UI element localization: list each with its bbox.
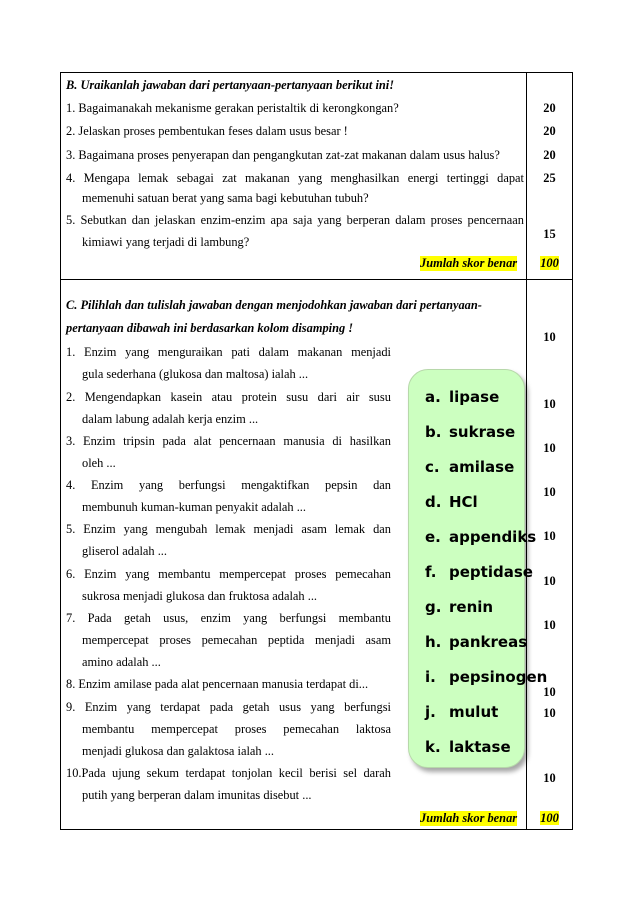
question-c3: 3. Enzim tripsin pada alat pencernaan manusia di hasilkan	[66, 434, 391, 448]
question-c8: 8. Enzim amilase pada alat pencernaan manusia terdapat di...	[66, 677, 369, 691]
option-letter: c.	[425, 458, 440, 476]
option-letter: j.	[425, 703, 436, 721]
score-c8: 10	[543, 685, 556, 699]
option-letter: d.	[425, 493, 442, 511]
section-divider	[60, 279, 573, 280]
question-c9-cont: membantu mempercepat proses pemecahan laktosa	[82, 722, 391, 736]
table-border-bottom	[60, 829, 573, 830]
total-label-b: Jumlah skor benar	[420, 256, 518, 270]
question-b2: 2. Jelaskan proses pembentukan feses dalam usus besar !	[66, 124, 348, 138]
answer-options-box	[408, 369, 548, 768]
option-word: mulut	[449, 703, 499, 721]
section-c-heading: C. Pilihlah dan tulislah jawaban dengan menjodohkan jawaban dari pertanyaan-	[66, 298, 482, 312]
table-border-top	[60, 72, 573, 73]
option-word: appendiks	[449, 528, 537, 546]
question-b4: 4. Mengapa lemak sebagai zat makanan yang menghasilkan energi tertinggi dapat	[66, 171, 524, 185]
option-word: HCl	[449, 493, 478, 511]
question-c6: 6. Enzim yang membantu mempercepat proses pemecahan	[66, 567, 391, 581]
question-c9-cont2: menjadi glukosa dan galaktosa ialah ...	[82, 744, 275, 758]
section-c-heading-cont: pertanyaan dibawah ini berdasarkan kolom disamping !	[66, 321, 354, 335]
option-word: renin	[449, 598, 494, 616]
question-c10-cont: putih yang berperan dalam imunitas disebut ...	[82, 788, 312, 802]
question-c2: 2. Mengendapkan kasein atau protein susu dari air susu	[66, 390, 391, 404]
question-c9: 9. Enzim yang terdapat pada getah usus yang berfungsi	[66, 700, 391, 714]
option-word: pepsinogen	[449, 668, 548, 686]
option-word: lipase	[449, 388, 500, 406]
question-b5: 5. Sebutkan dan jelaskan enzim-enzim apa saja yang berperan dalam proses pencernaan	[66, 213, 524, 227]
option-letter: i.	[425, 668, 436, 686]
option-word: amilase	[449, 458, 515, 476]
option-letter: e.	[425, 528, 441, 546]
option-word: sukrase	[449, 423, 516, 441]
table-border-left	[60, 72, 61, 830]
score-c7: 10	[543, 618, 556, 632]
question-c1-cont: gula sederhana (glukosa dan maltosa) ialah ...	[82, 367, 309, 381]
total-value-b: 100	[540, 256, 559, 270]
question-c5-cont: gliserol adalah ...	[82, 544, 167, 558]
question-b1: 1. Bagaimanakah mekanisme gerakan peristaltik di kerongkongan?	[66, 101, 399, 115]
option-letter: f.	[425, 563, 437, 581]
question-b3: 3. Bagaimana proses penyerapan dan pengangkutan zat-zat makanan dalam usus halus?	[66, 148, 500, 162]
score-b1: 20	[543, 101, 556, 115]
option-letter: b.	[425, 423, 442, 441]
option-g	[425, 598, 493, 616]
option-e	[425, 528, 536, 546]
score-c1: 10	[543, 330, 556, 344]
score-b2: 20	[543, 124, 556, 138]
option-i	[425, 668, 547, 686]
score-c5: 10	[543, 529, 556, 543]
score-b3: 20	[543, 148, 556, 162]
total-value-c: 100	[540, 811, 559, 825]
total-label-c: Jumlah skor benar	[420, 811, 518, 825]
option-d	[425, 493, 478, 511]
option-letter: g.	[425, 598, 442, 616]
question-c3-cont: oleh ...	[82, 456, 116, 470]
option-j	[425, 703, 498, 721]
question-c7-cont2: amino adalah ...	[82, 655, 161, 669]
option-b	[425, 423, 515, 441]
option-letter: k.	[425, 738, 441, 756]
score-b5: 15	[543, 227, 556, 241]
option-a	[425, 388, 499, 406]
question-c4: 4. Enzim yang berfungsi mengaktifkan pepsin dan	[66, 478, 391, 492]
option-f	[425, 563, 533, 581]
question-c7-cont: mempercepat proses pemecahan peptida menjadi asam	[82, 633, 391, 647]
option-c	[425, 458, 514, 476]
question-c7: 7. Pada getah usus, enzim yang berfungsi membantu	[66, 611, 391, 625]
option-h	[425, 633, 527, 651]
table-border-right	[572, 72, 573, 830]
option-letter: a.	[425, 388, 441, 406]
section-b-heading: B. Uraikanlah jawaban dari pertanyaan-pertanyaan berikut ini!	[66, 78, 395, 92]
option-word: laktase	[449, 738, 511, 756]
option-letter: h.	[425, 633, 442, 651]
question-c2-cont: dalam labung adalah kerja enzim ...	[82, 412, 259, 426]
score-c3: 10	[543, 441, 556, 455]
option-word: pankreas	[449, 633, 528, 651]
score-b4: 25	[543, 171, 556, 185]
score-c2: 10	[543, 397, 556, 411]
question-c1: 1. Enzim yang menguraikan pati dalam makanan menjadi	[66, 345, 391, 359]
option-k	[425, 738, 511, 756]
score-c4: 10	[543, 485, 556, 499]
question-c6-cont: sukrosa menjadi glukosa dan fruktosa adalah ...	[82, 589, 318, 603]
option-word: peptidase	[449, 563, 533, 581]
question-b4-cont: memenuhi satuan berat yang sama bagi kebutuhan tubuh?	[82, 191, 369, 205]
score-c9: 10	[543, 706, 556, 720]
score-c6: 10	[543, 574, 556, 588]
question-c5: 5. Enzim yang mengubah lemak menjadi asam lemak dan	[66, 522, 391, 536]
score-c10: 10	[543, 771, 556, 785]
question-c10: 10.Pada ujung sekum terdapat tonjolan kecil berisi sel darah	[66, 766, 391, 780]
question-c4-cont: membunuh kuman-kuman penyakit adalah ...	[82, 500, 307, 514]
question-b5-cont: kimiawi yang terjadi di lambung?	[82, 235, 250, 249]
